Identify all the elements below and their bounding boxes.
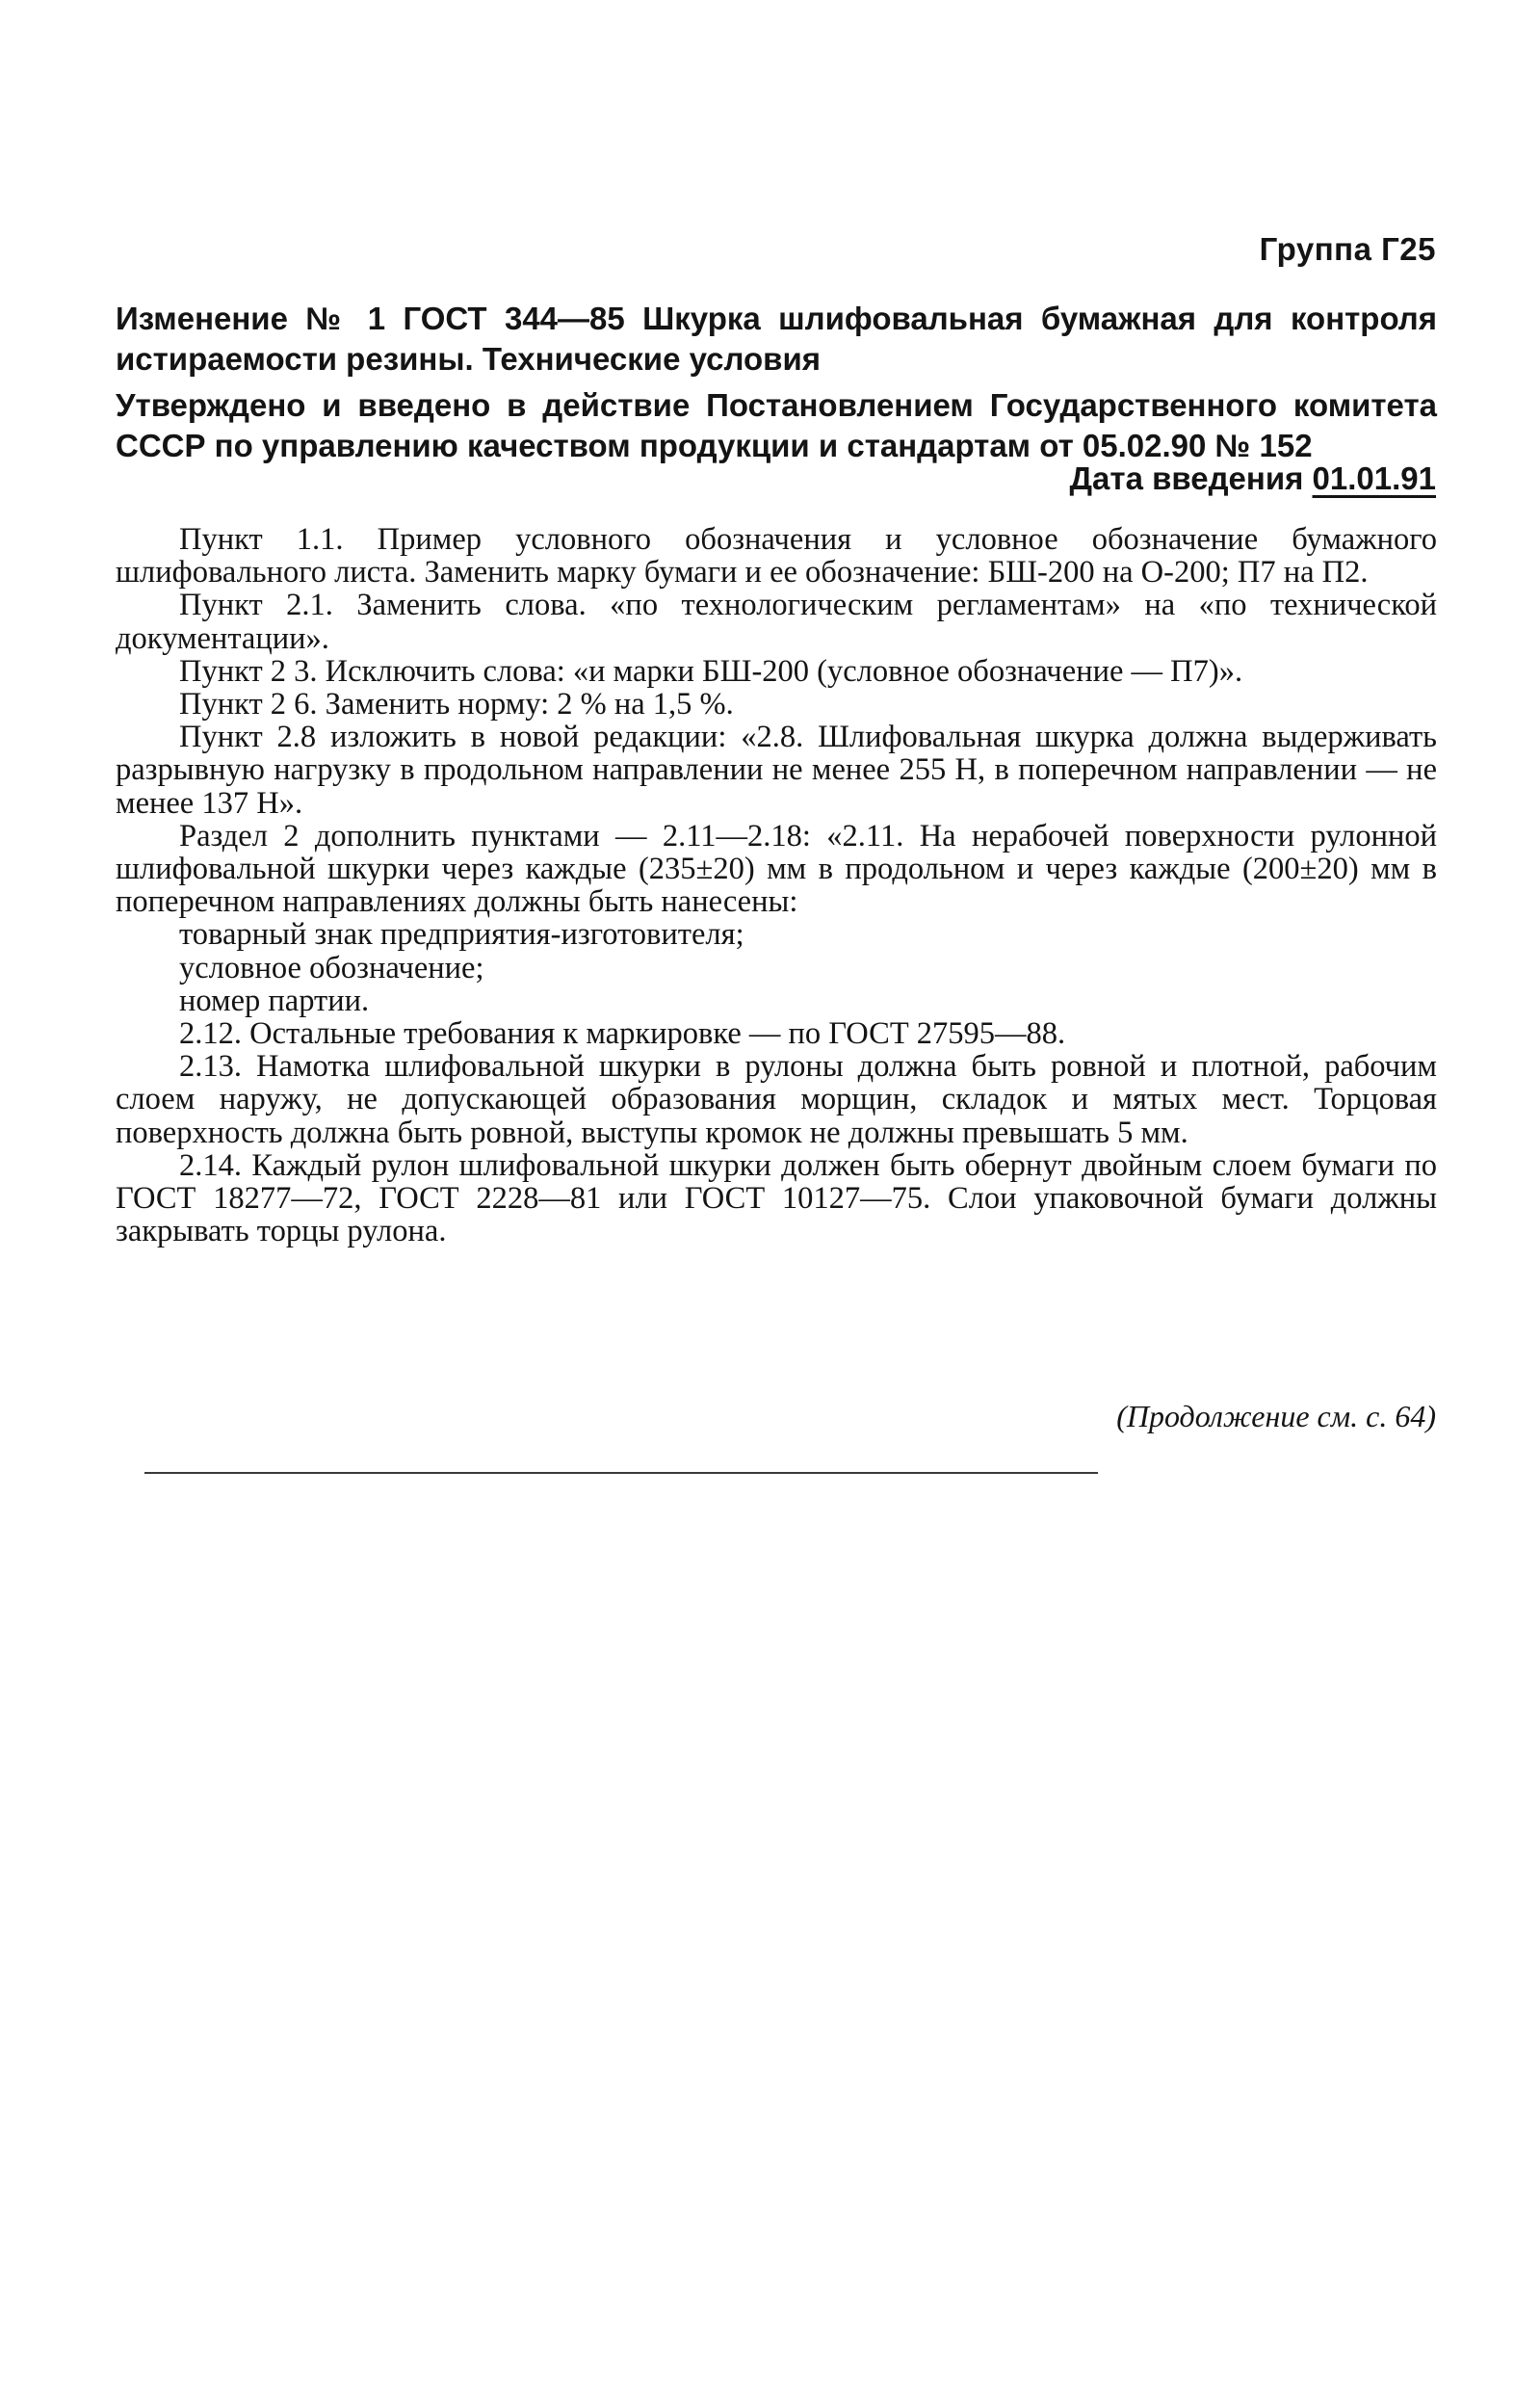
introduction-date-value: 01.01.91 bbox=[1312, 460, 1436, 496]
approval-statement: Утверждено и введено в действие Постановлением Государственного комитета СССР по управлению качеством продукции и стандартам от 05.02.90 № 152 bbox=[116, 387, 1437, 463]
marking-item: номер партии. bbox=[179, 983, 370, 1018]
paragraph-2-6: Пункт 2 6. Заменить норму: 2 % на 1,5 %. bbox=[179, 687, 734, 722]
introduction-date bbox=[1070, 459, 1436, 499]
paragraph-2-12: 2.12. Остальные требования к маркировке — по ГОСТ 27595—88. bbox=[179, 1016, 1066, 1052]
continuation-note: (Продолжение см. с. 64) bbox=[1116, 1399, 1436, 1433]
paragraph-2-1: Пункт 2.1. Заменить слова. «по технологическим регламентам» на «по технической документации». bbox=[116, 588, 1437, 656]
introduction-date-label: Дата введения bbox=[1069, 460, 1304, 496]
paragraph-1-1: Пункт 1.1. Пример условного обозначения и условное обозначение бумажного шлифовального листа. Заменить марку бумаги и ее обозначение: БШ-200 на О-200; П7 на П2. bbox=[116, 522, 1437, 591]
document-body bbox=[116, 523, 1437, 1248]
paragraph-2-3: Пункт 2 3. Исключить слова: «и марки БШ-200 (условное обозначение — П7)». bbox=[179, 653, 1243, 689]
group-label: Группа Г25 bbox=[1259, 231, 1436, 267]
change-title: Изменение № 1 ГОСТ 344—85 Шкурка шлифовальная бумажная для контроля истираемости резины. Технические условия bbox=[116, 301, 1437, 377]
marking-item: товарный знак предприятия-изготовителя; bbox=[179, 917, 744, 953]
paragraph-2-8: Пункт 2.8 изложить в новой редакции: «2.8. Шлифовальная шкурка должна выдерживать разрывную нагрузку в продольном направлении не менее 255 Н, в поперечном направлении — не менее 137 Н». bbox=[116, 720, 1437, 821]
marking-item: условное обозначение; bbox=[179, 950, 484, 985]
paragraph-2-13: 2.13. Намотка шлифовальной шкурки в рулоны должна быть ровной и плотной, рабочим слоем наружу, не допускающей образования морщин, складок и мятых мест. Торцовая поверхность должна быть ровной, выступы кромок не должны превышать 5 мм. bbox=[116, 1049, 1437, 1150]
paragraph-2-14: 2.14. Каждый рулон шлифовальной шкурки должен быть обернут двойным слоем бумаги по ГОСТ 18277—72, ГОСТ 2228—81 или ГОСТ 10127—75. Слои упаковочной бумаги должны закрывать торцы рулона. bbox=[116, 1147, 1437, 1249]
page-divider bbox=[144, 1472, 1098, 1474]
paragraph-section-2: Раздел 2 дополнить пунктами — 2.11—2.18: «2.11. На нерабочей поверхности рулонной шлифовальной шкурки через каждые (235±20) мм в продольном и через каждые (200±20) мм в поперечном направлениях должны быть нанесены: bbox=[116, 818, 1437, 920]
